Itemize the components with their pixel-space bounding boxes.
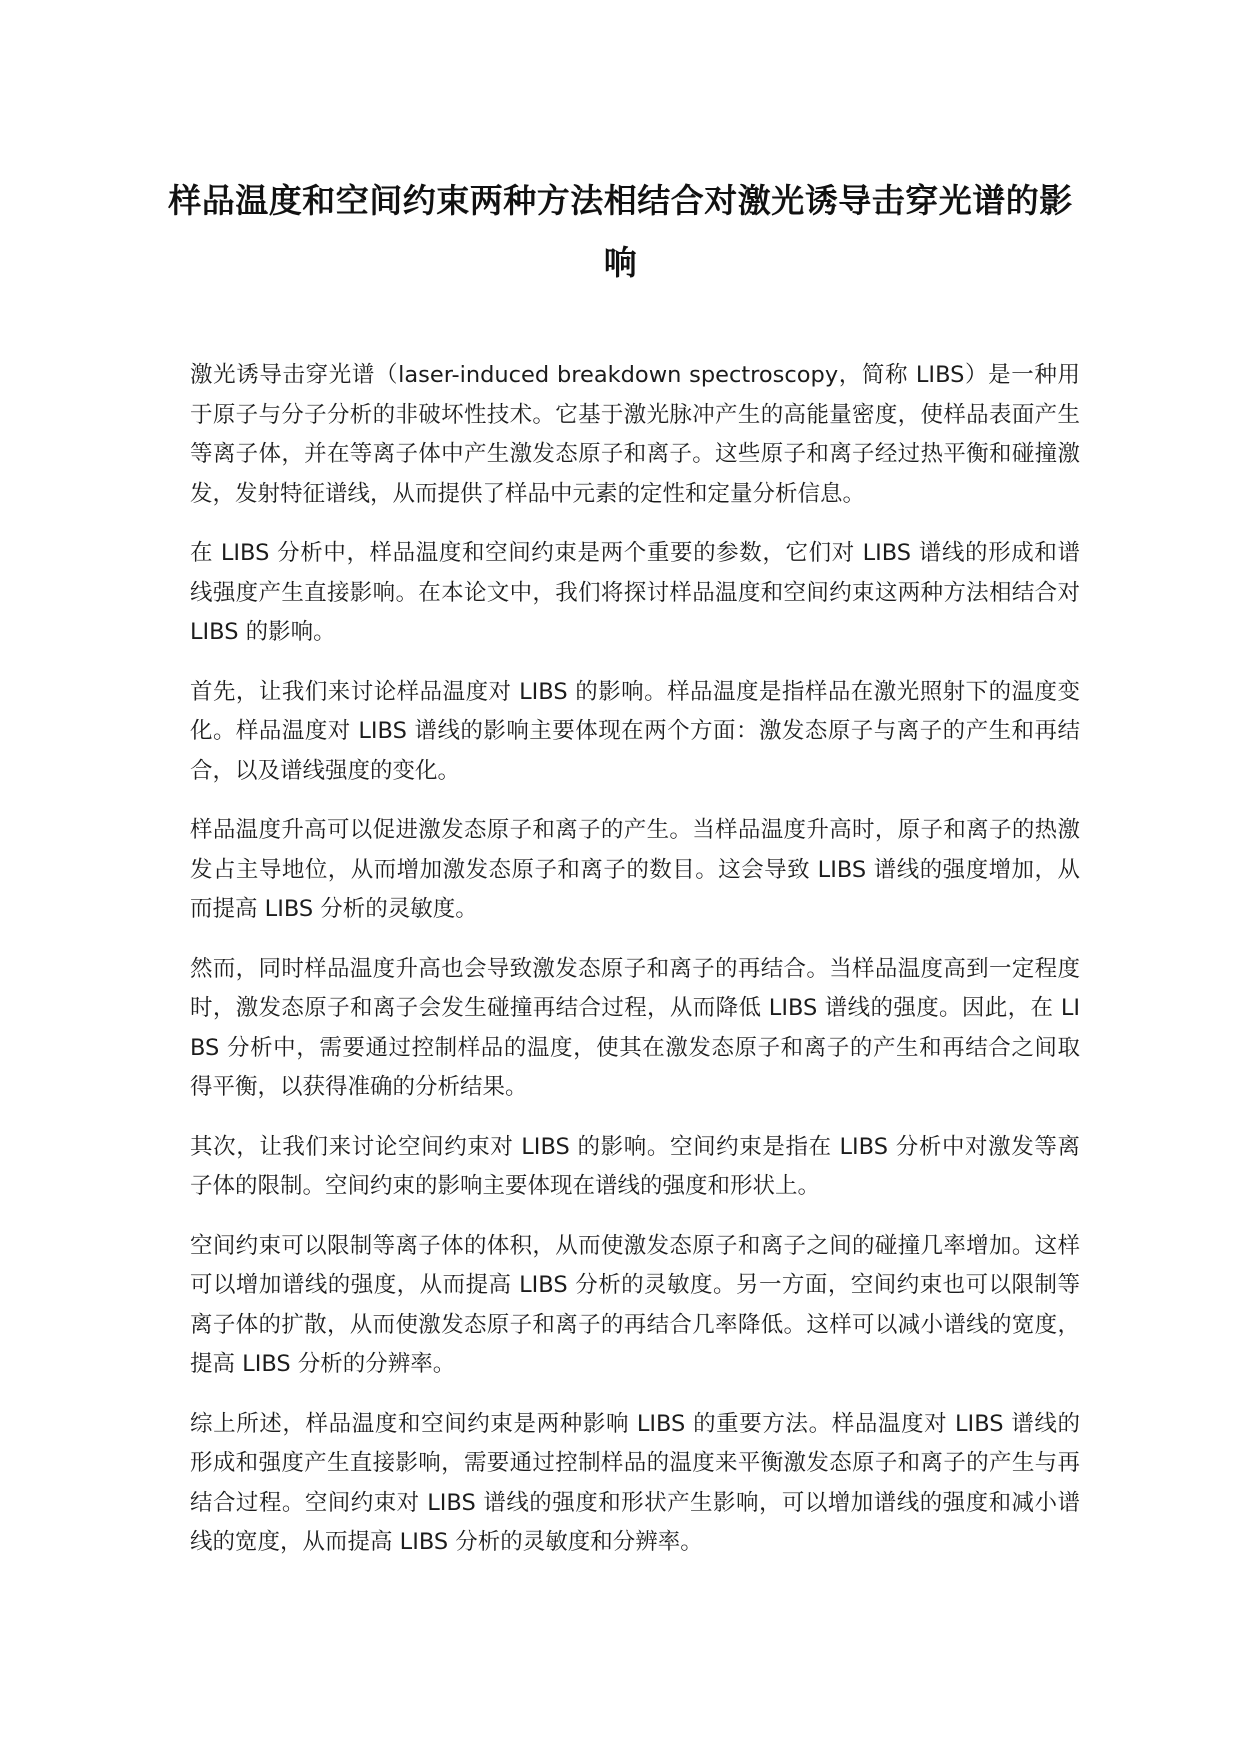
paragraph-8: 综上所述，样品温度和空间约束是两种影响 LIBS 的重要方法。样品温度对 LIBS 谱线的形成和强度产生直接影响，需要通过控制样品的温度来平衡激发态原子和离子的产生与再结合过程。空间约束对 LIBS 谱线的强度和形状产生影响，可以增加谱线的强度和减小谱线的宽度，从而提高 LIBS 分析的灵敏度和分辨率。	[190, 1410, 1080, 1555]
document-body	[190, 356, 1080, 1583]
paragraph-6: 其次，让我们来讨论空间约束对 LIBS 的影响。空间约束是指在 LIBS 分析中对激发等离子体的限制。空间约束的影响主要体现在谱线的强度和形状上。	[190, 1133, 1080, 1199]
paragraph-7: 空间约束可以限制等离子体的体积，从而使激发态原子和离子之间的碰撞几率增加。这样可以增加谱线的强度，从而提高 LIBS 分析的灵敏度。另一方面，空间约束也可以限制等离子体的扩散，从而使激发态原子和离子的再结合几率降低。这样可以减小谱线的宽度，提高 LIBS 分析的分辨率。	[190, 1232, 1080, 1377]
document-title: 样品温度和空间约束两种方法相结合对激光诱导击穿光谱的影响	[168, 181, 1073, 282]
paragraph-4: 样品温度升高可以促进激发态原子和离子的产生。当样品温度升高时，原子和离子的热激发占主导地位，从而增加激发态原子和离子的数目。这会导致 LIBS 谱线的强度增加，从而提高 LIBS 分析的灵敏度。	[190, 817, 1080, 922]
paragraph-2: 在 LIBS 分析中，样品温度和空间约束是两个重要的参数，它们对 LIBS 谱线的形成和谱线强度产生直接影响。在本论文中，我们将探讨样品温度和空间约束这两种方法相结合对 LIBS 的影响。	[190, 540, 1080, 645]
paragraph-3: 首先，让我们来讨论样品温度对 LIBS 的影响。样品温度是指样品在激光照射下的温度变化。样品温度对 LIBS 谱线的影响主要体现在两个方面：激发态原子与离子的产生和再结合，以及谱线强度的变化。	[190, 678, 1080, 784]
paragraph-1: 激光诱导击穿光谱（laser-induced breakdown spectroscopy，简称 LIBS）是一种用于原子与分子分析的非破坏性技术。它基于激光脉冲产生的高能量密度，使样品表面产生等离子体，并在等离子体中产生激发态原子和离子。这些原子和离子经过热平衡和碰撞激发，发射特征谱线，从而提供了样品中元素的定性和定量分析信息。	[190, 362, 1080, 507]
paragraph-5: 然而，同时样品温度升高也会导致激发态原子和离子的再结合。当样品温度高到一定程度时，激发态原子和离子会发生碰撞再结合过程，从而降低 LIBS 谱线的强度。因此，在 LIBS 分析中，需要通过控制样品的温度，使其在激发态原子和离子的产生和再结合之间取得平衡，以获得准确的分析结果。	[190, 955, 1080, 1100]
